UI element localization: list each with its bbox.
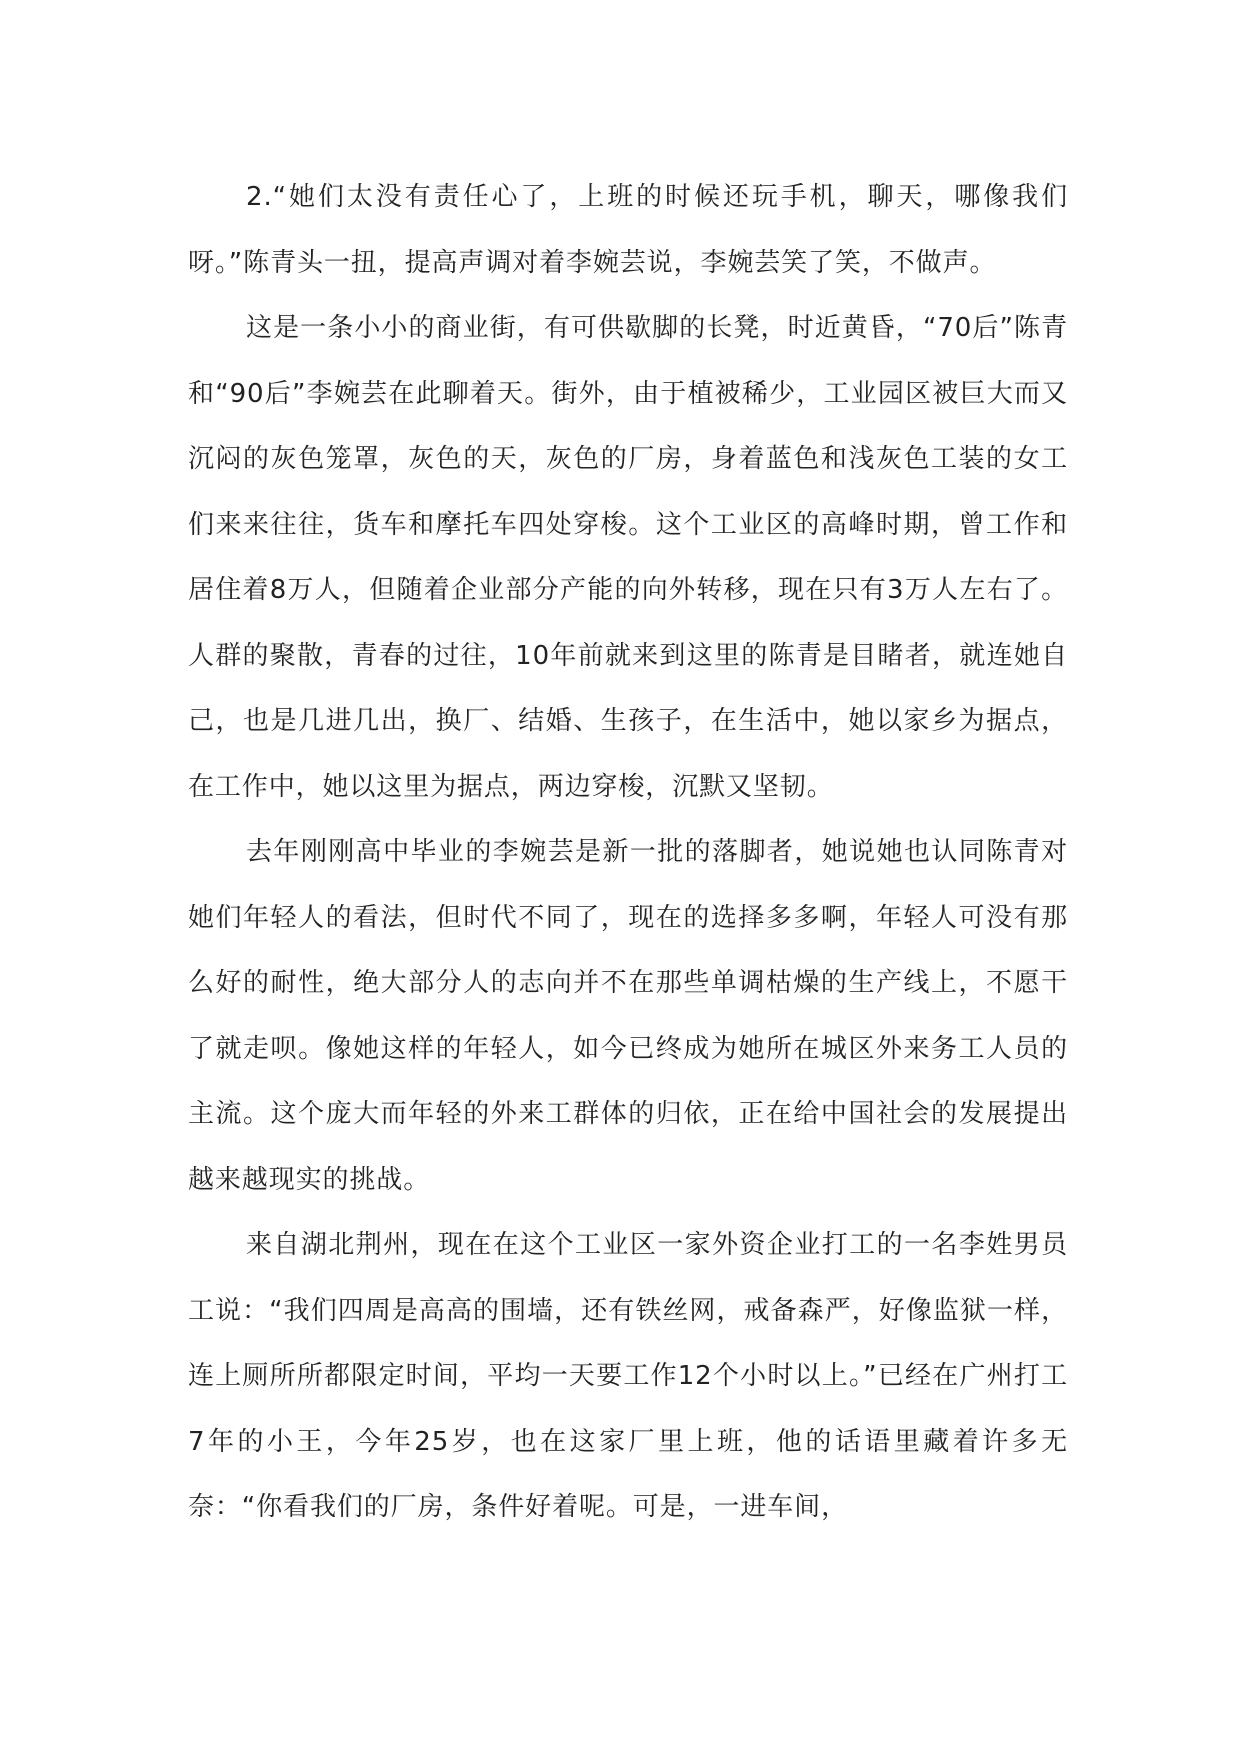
paragraph-2: 这是一条小小的商业街，有可供歇脚的长凳，时近黄昏，“70后”陈青和“90后”李婉芸在此聊着天。街外，由于植被稀少，工业园区被巨大而又沉闷的灰色笼罩，灰色的天，灰色的厂房，身着蓝色和浅灰色工装的女工们来来往往，货车和摩托车四处穿梭。这个工业区的高峰时期，曾工作和居住着8万人，但随着企业部分产能的向外转移，现在只有3万人左右了。人群的聚散，青春的过往，10年前就来到这里的陈青是目睹者，就连她自己，也是几进几出，换厂、结婚、生孩子，在生活中，她以家乡为据点，在工作中，她以这里为据点，两边穿梭，沉默又坚韧。 <box>188 313 1068 802</box>
paragraph-4: 来自湖北荆州，现在在这个工业区一家外资企业打工的一名李姓男员工说：“我们四周是高高的围墙，还有铁丝网，戒备森严，好像监狱一样，连上厕所所都限定时间，平均一天要工作12个小时以上。”已经在广州打工7年的小王，今年25岁，也在这家厂里上班，他的话语里藏着许多无奈：“你看我们的厂房，条件好着呢。可是，一进车间， <box>188 1230 1068 1522</box>
paragraph-3: 去年刚刚高中毕业的李婉芸是新一批的落脚者，她说她也认同陈青对她们年轻人的看法，但时代不同了，现在的选择多多啊，年轻人可没有那么好的耐性，绝大部分人的志向并不在那些单调枯燥的生产线上，不愿干了就走呗。像她这样的年轻人，如今已终成为她所在城区外来务工人员的主流。这个庞大而年轻的外来工群体的归依，正在给中国社会的发展提出越来越现实的挑战。 <box>188 837 1068 1195</box>
paragraph-1: 2.“她们太没有责任心了，上班的时候还玩手机，聊天，哪像我们呀。”陈青头一扭，提高声调对着李婉芸说，李婉芸笑了笑，不做声。 <box>188 182 1068 278</box>
document-body <box>188 165 1068 1541</box>
